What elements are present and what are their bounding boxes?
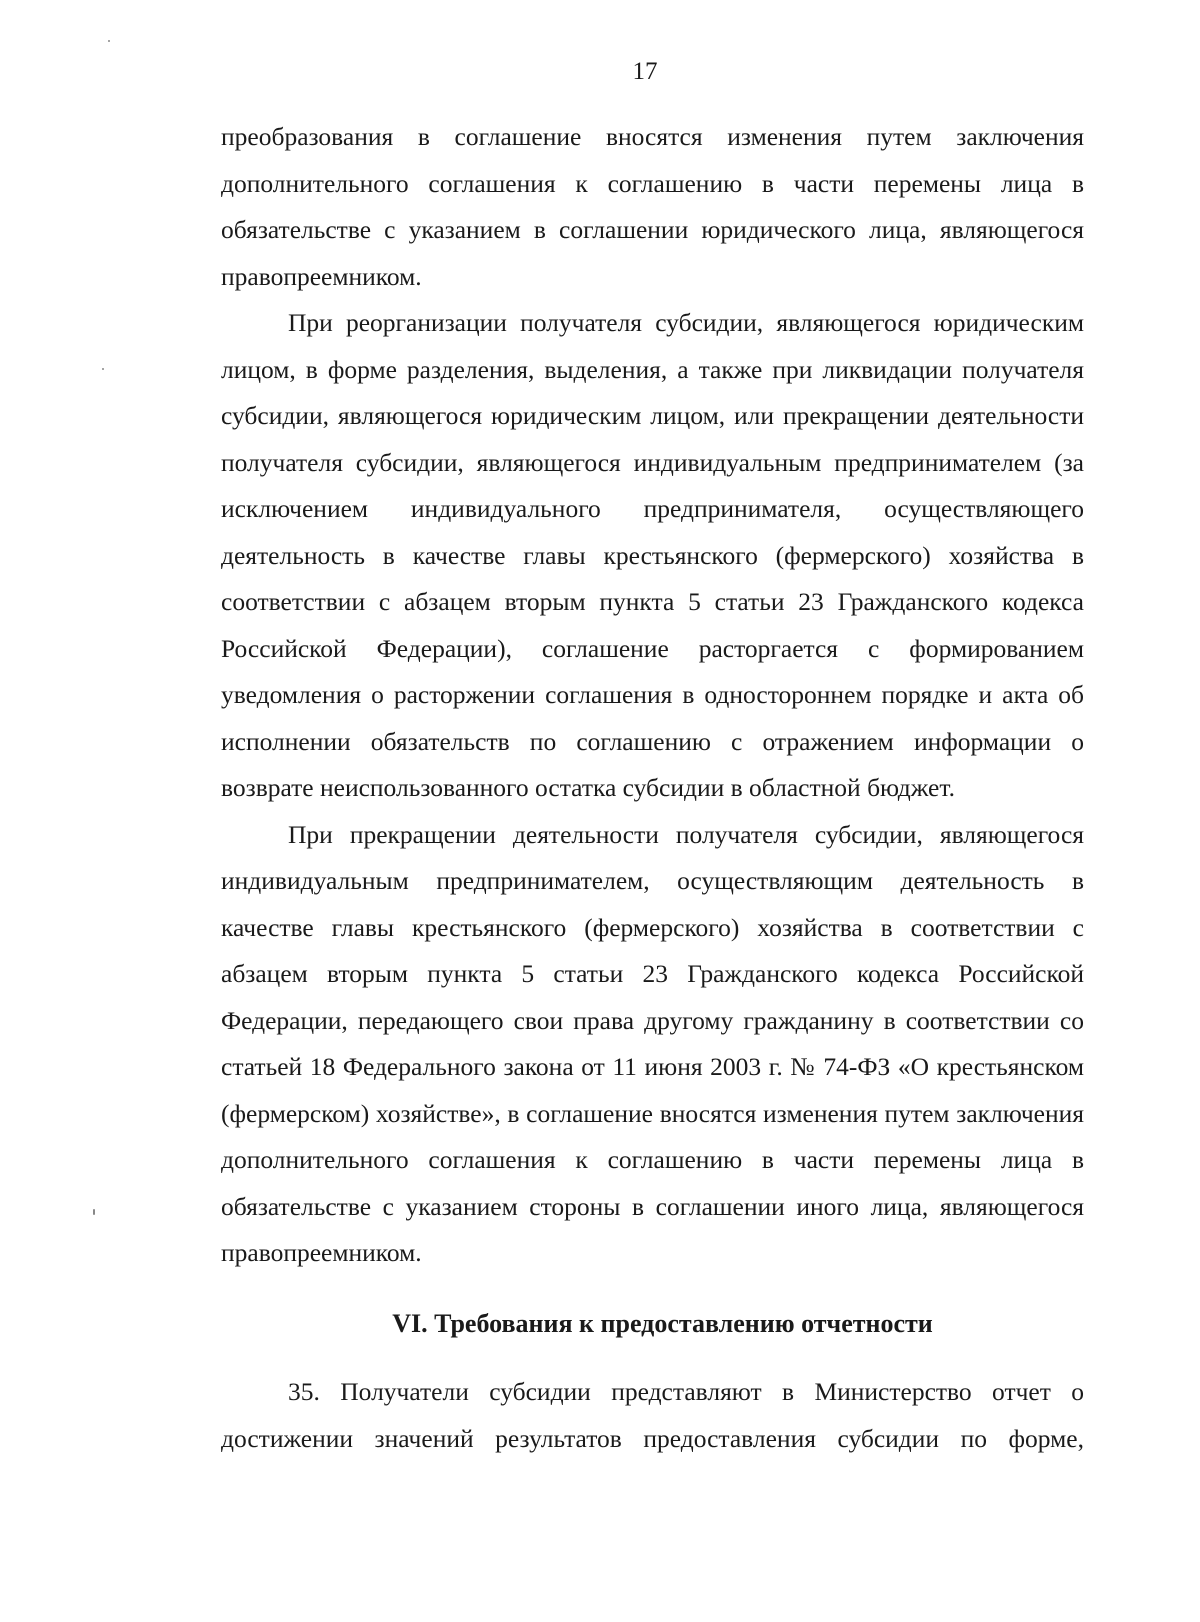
paragraph-item-35: 35. Получатели субсидии представляют в Министерство отчет о достижении значений результатов предоставления субсидии по форме, [221,1377,1084,1453]
paragraph-reorganization: При реорганизации получателя субсидии, являющегося юридическим лицом, в форме разделения, выделения, а также при ликвидации получателя субсидии, являющегося юридическим лицом, или прекращении деятельности получателя субсидии, являющегося индивидуальным предпринимателем (за исключением индивидуального предпринимателя, осуществляющего деятельность в качестве главы крестьянского (фермерского) хозяйства в соответствии с абзацем вторым пункта 5 статьи 23 Гражданского кодекса Российской Федерации), соглашение расторгается с формированием уведомления о расторжении соглашения в одностороннем порядке и акта об исполнении обязательств по соглашению с отражением информации о возврате неиспользованного остатка субсидии в областной бюджет. [221,308,1084,802]
scan-speck [102,368,104,370]
scan-speck [93,1209,95,1215]
section-heading: VI. Требования к предоставлению отчетности [392,1308,933,1338]
document-body [221,114,1084,1462]
paragraph-termination: При прекращении деятельности получателя субсидии, являющегося индивидуальным предпринимателем, осуществляющим деятельность в качестве главы крестьянского (фермерского) хозяйства в соответствии с абзацем вторым пункта 5 статьи 23 Гражданского кодекса Российской Федерации, передающего свои права другому гражданину в соответствии со статьей 18 Федерального закона от 11 июня 2003 г. № 74-ФЗ «О крестьянском (фермерском) хозяйстве», в соглашение вносятся изменения путем заключения дополнительного соглашения к соглашению в части перемены лица в обязательстве с указанием стороны в соглашении иного лица, являющегося правопреемником. [221,819,1084,1267]
paragraph-continuation: преобразования в соглашение вносятся изменения путем заключения дополнительного соглашения к соглашению в части перемены лица в обязательстве с указанием в соглашении юридического лица, являющегося правопреемником. [221,122,1084,291]
scan-speck [108,40,110,42]
page-number: 17 [632,58,658,85]
